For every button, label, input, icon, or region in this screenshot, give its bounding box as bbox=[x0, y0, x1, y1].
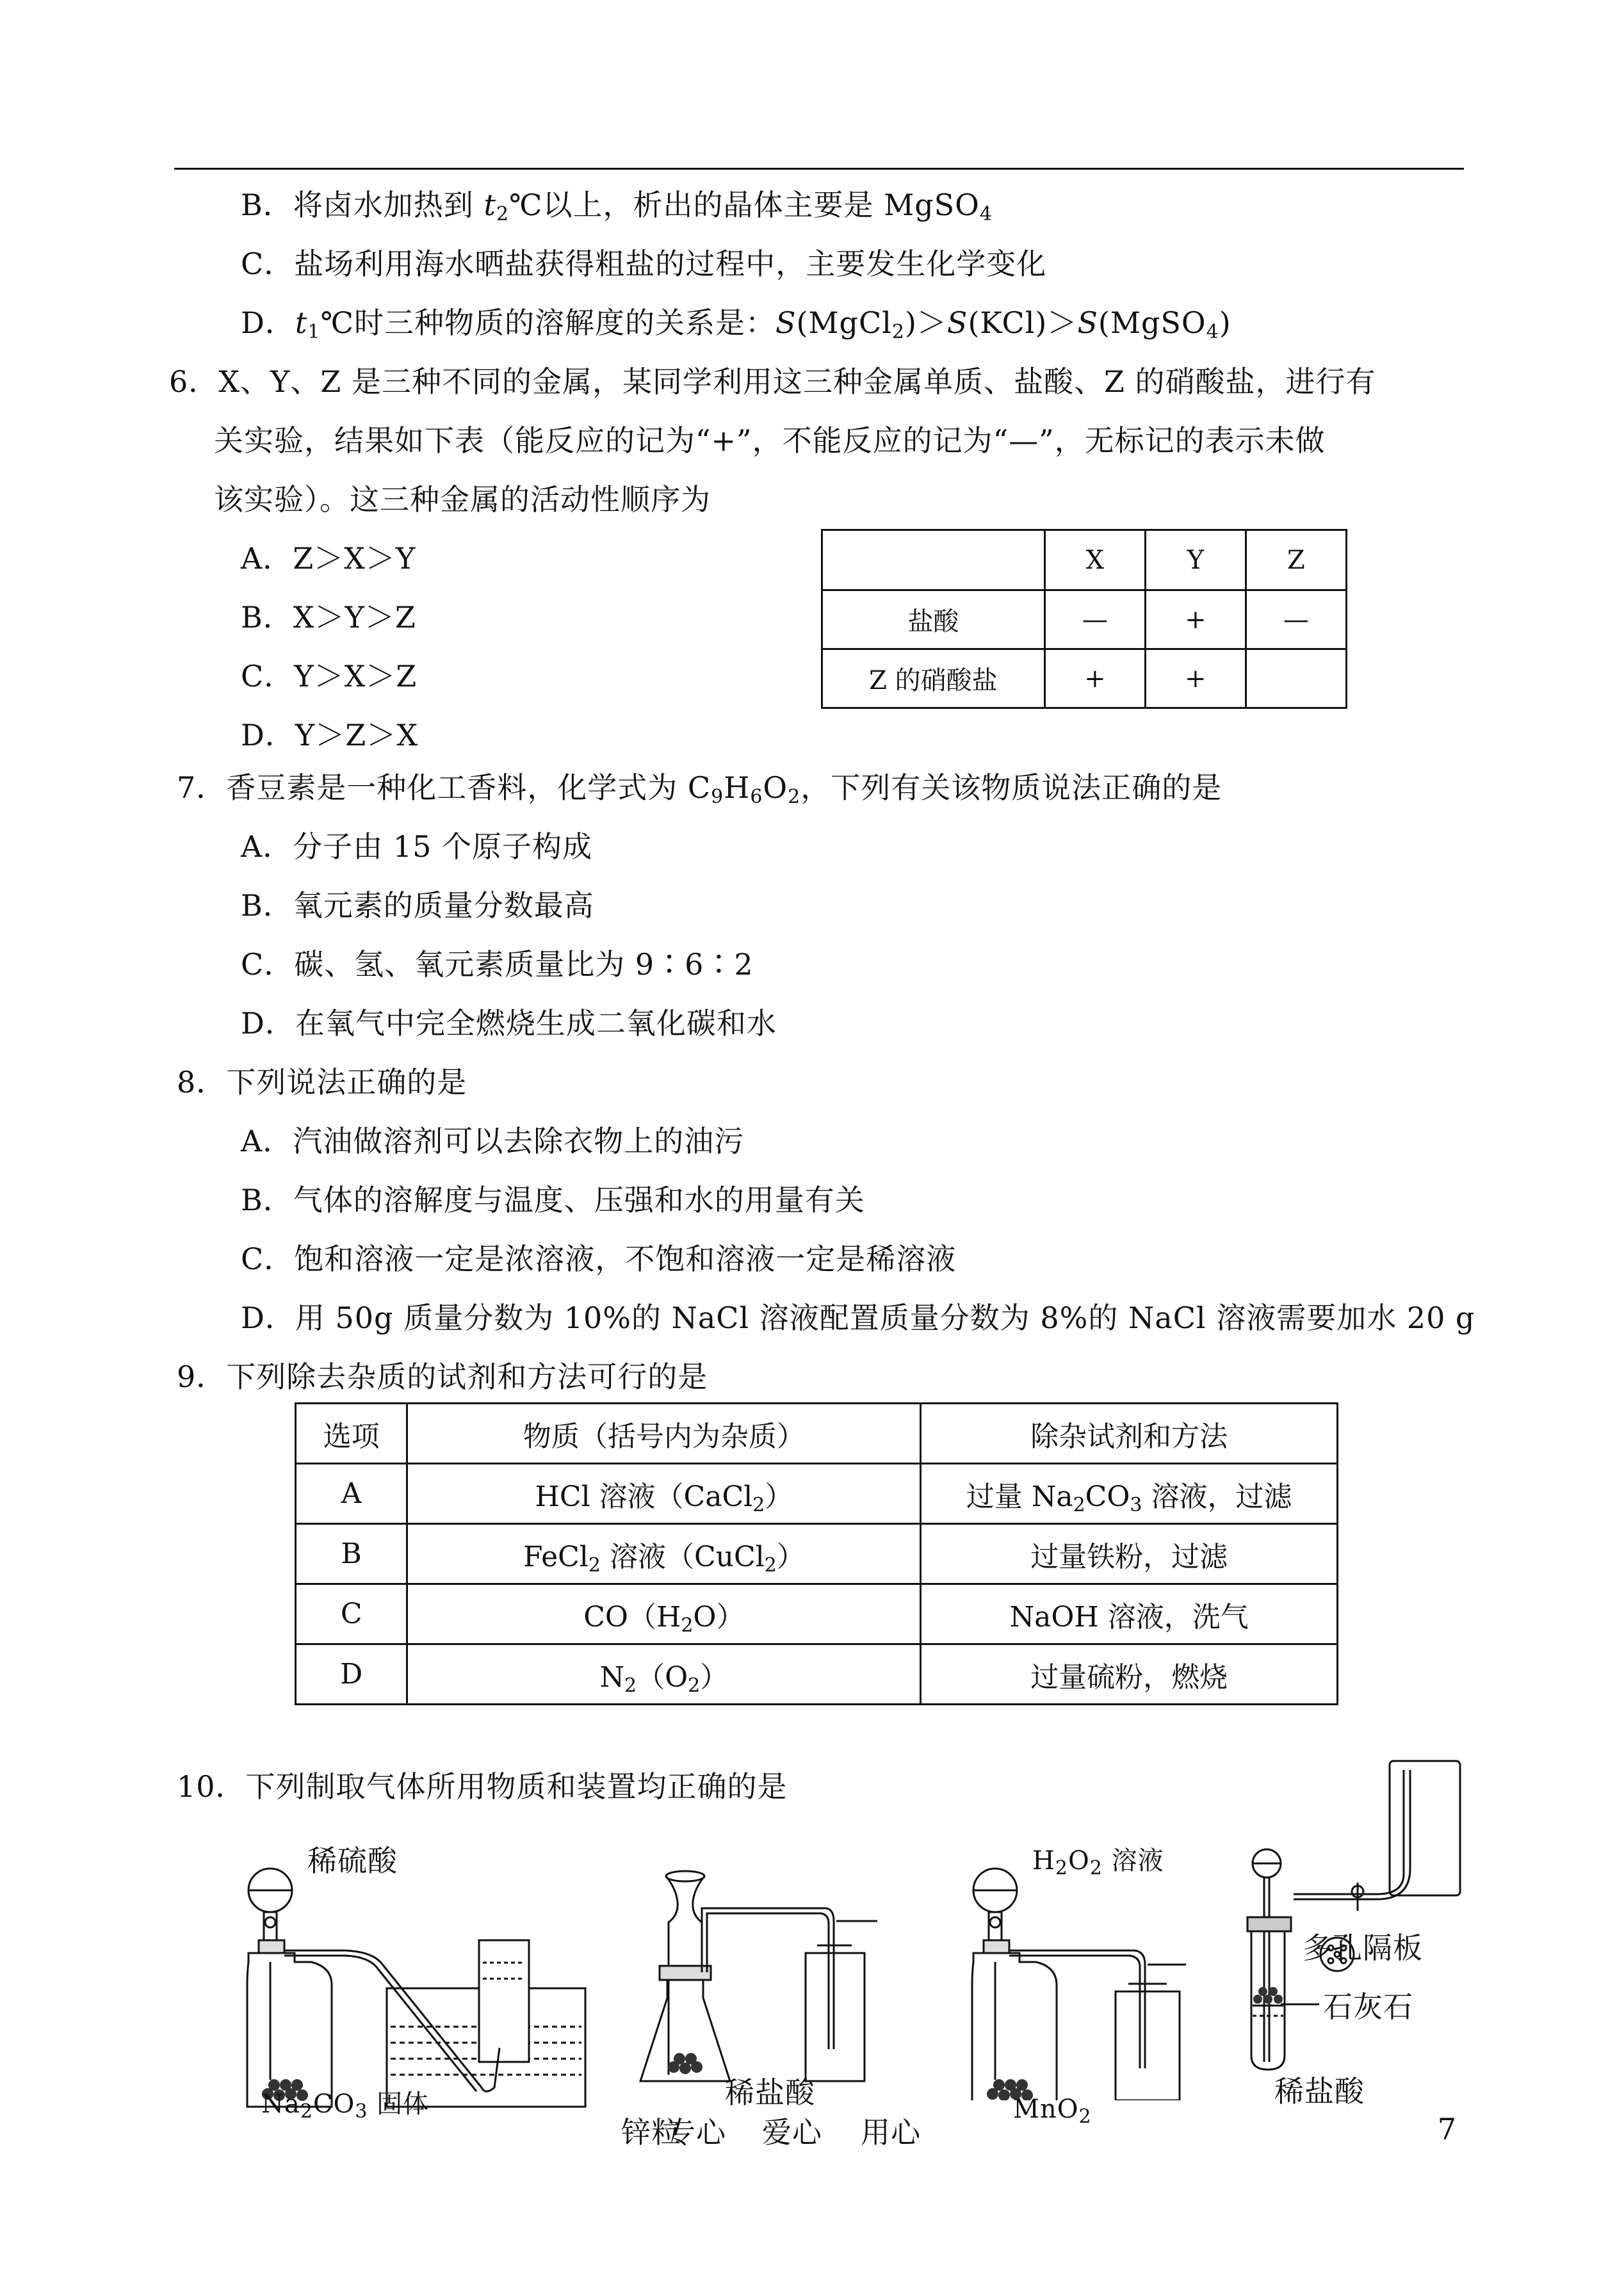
q6-result-table bbox=[821, 529, 1347, 709]
q6-option-c: C．Y＞X＞Z bbox=[241, 659, 418, 693]
label-porous-plate: 多孔隔板 bbox=[1303, 1931, 1423, 1965]
table-row bbox=[822, 590, 1347, 649]
header-cell: 选项 bbox=[296, 1404, 407, 1464]
q7-option-c: C．碳、氢、氧元素质量比为 9∶6∶2 bbox=[241, 947, 754, 982]
q7-option-a: A．分子由 15 个原子构成 bbox=[241, 829, 592, 864]
q7-option-d: D．在氧气中完全燃烧生成二氧化碳和水 bbox=[241, 1006, 777, 1041]
row-label: 盐酸 bbox=[822, 590, 1045, 649]
table-cell: — bbox=[1044, 590, 1145, 649]
header-rule bbox=[174, 168, 1464, 170]
label-sodium-carbonate-solid: $Na_2CO_3$ 固体 bbox=[261, 2089, 430, 2123]
substance-cell: HCl 溶液（CaCl$_2$） bbox=[407, 1464, 921, 1524]
table-row bbox=[822, 649, 1347, 708]
substance-cell: $N_2(O_2)$ bbox=[407, 1644, 921, 1705]
q7-stem: 7．香豆素是一种化工香料，化学式为 $C_9H_6O_2$，下列有关该物质说法正确的是 bbox=[177, 770, 1222, 808]
q6-stem-line2: 关实验，结果如下表（能反应的记为“+”，不能反应的记为“—”，无标记的表示未做 bbox=[214, 423, 1326, 458]
page-number: 7 bbox=[1437, 2112, 1456, 2146]
q8-option-c: C．饱和溶液一定是浓溶液，不饱和溶液一定是稀溶液 bbox=[241, 1242, 957, 1276]
substance-cell: FeCl$_2$ 溶液（CuCl$_2$） bbox=[407, 1524, 921, 1584]
q5-option-c: C．盐场利用海水晒盐获得粗盐的过程中，主要发生化学变化 bbox=[241, 247, 1047, 281]
q6-option-b: B．X＞Y＞Z bbox=[241, 600, 416, 635]
q8-option-a: A．汽油做溶剂可以去除衣物上的油污 bbox=[241, 1124, 745, 1158]
footer-motto-3: 用心 bbox=[861, 2115, 921, 2150]
label-dilute-hydrochloric-acid-d: 稀盐酸 bbox=[1274, 2074, 1365, 2109]
q6-stem-line1: 6．X、Y、Z 是三种不同的金属，某同学利用这三种金属单质、盐酸、Z 的硝酸盐，进行有 bbox=[169, 364, 1376, 399]
header-cell: X bbox=[1044, 530, 1145, 590]
table-row bbox=[296, 1464, 1338, 1524]
table-header-row bbox=[822, 530, 1347, 590]
method-cell: 过量硫粉，燃烧 bbox=[921, 1644, 1338, 1705]
table-cell: + bbox=[1145, 649, 1246, 708]
table-header-row bbox=[296, 1404, 1338, 1464]
method-cell: 过量铁粉，过滤 bbox=[921, 1524, 1338, 1584]
apparatus-b-diagram bbox=[634, 1863, 890, 2107]
q5-option-d: D．$t_1℃$时三种物质的溶解度的关系是：S(MgCl$_2$)＞S(KCl)＞S(MgSO$_4$) bbox=[241, 305, 1231, 343]
q9-table bbox=[295, 1402, 1338, 1705]
label-hydrogen-peroxide-solution: $H_2O_2$ 溶液 bbox=[1032, 1846, 1164, 1879]
header-cell: Z bbox=[1246, 530, 1346, 590]
table-row bbox=[296, 1644, 1338, 1705]
table-row bbox=[296, 1524, 1338, 1584]
label-zinc-granules: 锌粒 bbox=[621, 2115, 681, 2150]
table-cell: — bbox=[1246, 590, 1346, 649]
footer-motto-1: 专心 bbox=[666, 2115, 726, 2150]
header-cell: 除杂试剂和方法 bbox=[921, 1404, 1338, 1464]
q8-option-b: B．气体的溶解度与温度、压强和水的用量有关 bbox=[241, 1183, 865, 1217]
method-cell: 过量 $Na_2CO_3$ 溶液，过滤 bbox=[921, 1464, 1338, 1524]
apparatus-d-diagram bbox=[1230, 1755, 1486, 2075]
q9-stem: 9．下列除去杂质的试剂和方法可行的是 bbox=[177, 1359, 708, 1394]
substance-cell: $CO(H_2O)$ bbox=[407, 1584, 921, 1644]
label-dilute-hydrochloric-acid-b: 稀盐酸 bbox=[725, 2075, 815, 2110]
table-cell: + bbox=[1145, 590, 1246, 649]
table-row bbox=[296, 1584, 1338, 1644]
footer-motto-2: 爱心 bbox=[762, 2115, 822, 2150]
table-cell bbox=[1246, 649, 1346, 708]
q10-stem: 10．下列制取气体所用物质和装置均正确的是 bbox=[177, 1769, 788, 1804]
q8-option-d: D．用 50g 质量分数为 10%的 NaCl 溶液配置质量分数为 8%的 NaCl 溶液需要加水 20 g bbox=[241, 1301, 1475, 1335]
method-cell: NaOH 溶液，洗气 bbox=[921, 1584, 1338, 1644]
option-cell: D bbox=[296, 1644, 407, 1705]
q7-option-b: B．氧元素的质量分数最高 bbox=[241, 888, 594, 923]
row-label: Z 的硝酸盐 bbox=[822, 649, 1045, 708]
option-cell: B bbox=[296, 1524, 407, 1584]
header-cell: 物质（括号内为杂质） bbox=[407, 1404, 921, 1464]
apparatus-c-diagram bbox=[955, 1857, 1199, 2100]
q6-option-d: D．Y＞Z＞X bbox=[241, 718, 418, 752]
header-cell bbox=[822, 530, 1045, 590]
q6-stem-line3: 该实验）。这三种金属的活动性顺序为 bbox=[214, 482, 711, 517]
label-limestone: 石灰石 bbox=[1323, 1990, 1413, 2024]
label-manganese-dioxide: MnO$_2$ bbox=[1013, 2095, 1092, 2128]
label-dilute-sulfuric-acid: 稀硫酸 bbox=[307, 1844, 398, 1878]
option-cell: A bbox=[296, 1464, 407, 1524]
table-cell: + bbox=[1044, 649, 1145, 708]
q6-option-a: A．Z＞X＞Y bbox=[241, 541, 416, 576]
q8-stem: 8．下列说法正确的是 bbox=[177, 1065, 467, 1099]
option-cell: C bbox=[296, 1584, 407, 1644]
q5-option-b: B．将卤水加热到 $t_2℃$以上，析出的晶体主要是 MgSO$_4$ bbox=[241, 188, 993, 225]
header-cell: Y bbox=[1145, 530, 1246, 590]
